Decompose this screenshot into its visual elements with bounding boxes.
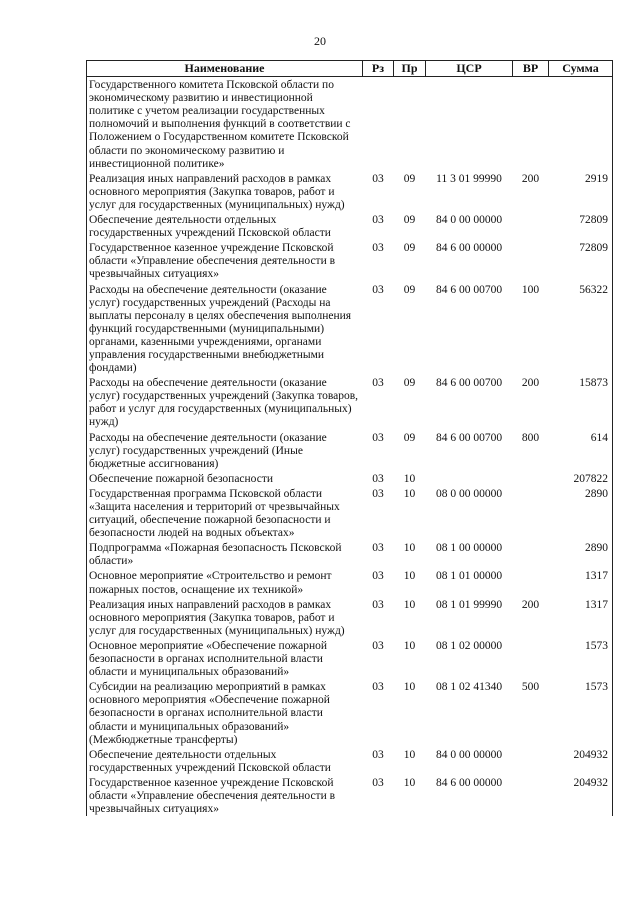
cell-vr: 200 (521, 377, 540, 390)
cell-name: Обеспечение деятельности отдельных государственных учреждений Псковской области (87, 212, 363, 240)
cell-name: Государственное казенное учреждение Псковской области «Управление обеспечения деятельности в чрезвычайных ситуациях» (87, 240, 363, 281)
cell-csr (426, 471, 513, 486)
cell-rz (363, 77, 394, 171)
table-row (87, 540, 613, 568)
cell-rz: 03 (372, 542, 384, 555)
cell-sum: 1317 (549, 568, 613, 596)
column-header-csr: ЦСР (426, 61, 513, 77)
cell-pr: 10 (403, 487, 416, 500)
cell-name: Реализация иных направлений расходов в рамках основного мероприятия (Закупка товаров, работ и услуг для государственных (муниципальных) нужд) (87, 597, 363, 638)
table-header-row (87, 61, 613, 77)
cell-csr: 84 6 00 00000 (435, 242, 503, 255)
cell-pr: 09 (403, 377, 416, 390)
cell-rz: 03 (372, 748, 384, 761)
cell-pr: 10 (403, 570, 416, 583)
budget-table (86, 60, 613, 816)
cell-rz: 03 (372, 570, 384, 583)
cell-sum: 1573 (549, 638, 613, 679)
cell-csr: 08 1 02 00000 (435, 639, 503, 652)
table-row (87, 747, 613, 775)
cell-pr: 10 (403, 776, 416, 789)
column-header-pr: Пр (394, 61, 426, 77)
cell-vr (513, 471, 549, 486)
cell-csr: 84 6 00 00000 (435, 776, 503, 789)
table-row (87, 471, 613, 486)
cell-name: Государственное казенное учреждение Псковской области «Управление обеспечения деятельности в чрезвычайных ситуациях» (87, 775, 363, 816)
cell-sum: 2890 (549, 486, 613, 540)
cell-sum: 204932 (549, 775, 613, 816)
table-row (87, 597, 613, 638)
cell-csr: 08 0 00 00000 (435, 487, 503, 500)
cell-csr: 84 6 00 00700 (435, 377, 503, 390)
cell-vr (513, 775, 549, 816)
cell-name: Обеспечение пожарной безопасности (87, 471, 363, 486)
cell-vr: 100 (521, 283, 540, 296)
cell-name: Обеспечение деятельности отдельных государственных учреждений Псковской области (87, 747, 363, 775)
cell-sum: 72809 (549, 240, 613, 281)
cell-vr: 200 (521, 172, 540, 185)
cell-pr: 10 (403, 681, 416, 694)
cell-sum (549, 77, 613, 171)
cell-rz: 03 (372, 214, 384, 227)
table-row (87, 212, 613, 240)
table-row (87, 679, 613, 746)
cell-csr: 08 1 00 00000 (435, 542, 503, 555)
column-header-vr: ВР (513, 61, 549, 77)
cell-rz: 03 (372, 639, 384, 652)
table-row (87, 568, 613, 596)
cell-sum: 614 (549, 430, 613, 471)
cell-rz: 03 (372, 431, 384, 444)
cell-csr: 84 6 00 00700 (435, 283, 503, 296)
cell-name: Расходы на обеспечение деятельности (оказание услуг) государственных учреждений (Закупка товаров, работ и услуг для государственных (муниципальных) нужд) (87, 375, 363, 429)
cell-rz: 03 (372, 172, 384, 185)
cell-name: Государственная программа Псковской области «Защита населения и территорий от чрезвычайных ситуаций, обеспечение пожарной безопасности и безопасности людей на водных объектах» (87, 486, 363, 540)
table-row (87, 240, 613, 281)
cell-name: Основное мероприятие «Строительство и ремонт пожарных постов, оснащение их техникой» (87, 568, 363, 596)
cell-name: Расходы на обеспечение деятельности (оказание услуг) государственных учреждений (Иные бюджетные ассигнования) (87, 430, 363, 471)
table-row (87, 638, 613, 679)
cell-vr (513, 212, 549, 240)
cell-name: Расходы на обеспечение деятельности (оказание услуг) государственных учреждений (Расходы на выплаты персоналу в целях обеспечения выполнения функций государственными (муниципальными) органами, казенными учреждениями, органами управления государственными внебюджетными фондами) (87, 282, 363, 376)
cell-name: Субсидии на реализацию мероприятий в рамках основного мероприятия «Обеспечение пожарной безопасности в органах исполнительной власти области и муниципальных образований» (Межбюджетные трансферты) (87, 679, 363, 746)
table-row (87, 77, 613, 171)
cell-sum: 2919 (549, 171, 613, 212)
cell-pr: 09 (403, 283, 416, 296)
cell-sum: 207822 (549, 471, 613, 486)
cell-vr: 200 (521, 598, 540, 611)
cell-rz: 03 (372, 472, 384, 485)
page-number: 20 (314, 34, 326, 48)
cell-vr: 500 (521, 681, 540, 694)
cell-csr (426, 77, 513, 171)
cell-vr (513, 77, 549, 171)
cell-name: Подпрограмма «Пожарная безопасность Псковской области» (87, 540, 363, 568)
cell-pr: 10 (403, 472, 416, 485)
column-header-sum: Сумма (549, 61, 613, 77)
cell-csr: 08 1 01 99990 (435, 598, 503, 611)
cell-name: Государственного комитета Псковской области по экономическому развитию и инвестиционной политике с учетом реализации государственных полномочий и выполнения функций в соответствии с Положением о Государственном комитете Псковской области по экономическому развитию и инвестиционной политике» (87, 77, 363, 171)
cell-name: Реализация иных направлений расходов в рамках основного мероприятия (Закупка товаров, работ и услуг для государственных (муниципальных) нужд) (87, 171, 363, 212)
cell-pr: 09 (403, 242, 416, 255)
cell-sum: 1317 (549, 597, 613, 638)
cell-name: Основное мероприятие «Обеспечение пожарной безопасности в органах исполнительной власти области и муниципальных образований» (87, 638, 363, 679)
cell-rz: 03 (372, 377, 384, 390)
cell-csr: 08 1 01 00000 (435, 570, 503, 583)
cell-vr (513, 240, 549, 281)
cell-pr: 09 (403, 431, 416, 444)
cell-pr (394, 77, 426, 171)
column-header-rz: Рз (363, 61, 394, 77)
cell-csr: 84 0 00 00000 (435, 748, 503, 761)
table-row (87, 775, 613, 816)
cell-rz: 03 (372, 487, 384, 500)
cell-pr: 10 (403, 542, 416, 555)
cell-sum: 15873 (549, 375, 613, 429)
cell-pr: 10 (403, 748, 416, 761)
cell-vr (513, 747, 549, 775)
table-row (87, 375, 613, 429)
cell-csr: 08 1 02 41340 (435, 681, 503, 694)
cell-vr (513, 540, 549, 568)
cell-csr: 11 3 01 99990 (436, 172, 502, 185)
cell-vr (513, 486, 549, 540)
cell-vr (513, 568, 549, 596)
cell-rz: 03 (372, 598, 384, 611)
cell-csr: 84 6 00 00700 (435, 431, 503, 444)
cell-rz: 03 (372, 242, 384, 255)
cell-sum: 2890 (549, 540, 613, 568)
cell-csr: 84 0 00 00000 (435, 214, 503, 227)
table-row (87, 282, 613, 376)
cell-pr: 10 (403, 639, 416, 652)
cell-pr: 09 (403, 172, 416, 185)
cell-sum: 72809 (549, 212, 613, 240)
cell-rz: 03 (372, 283, 384, 296)
table-row (87, 486, 613, 540)
column-header-name: Наименование (87, 61, 363, 77)
cell-pr: 09 (403, 214, 416, 227)
cell-vr (513, 638, 549, 679)
table-row (87, 430, 613, 471)
cell-rz: 03 (372, 776, 384, 789)
table-row (87, 171, 613, 212)
cell-sum: 1573 (549, 679, 613, 746)
cell-pr: 10 (403, 598, 416, 611)
cell-sum: 204932 (549, 747, 613, 775)
cell-vr: 800 (521, 431, 540, 444)
cell-sum: 56322 (549, 282, 613, 376)
cell-rz: 03 (372, 681, 384, 694)
